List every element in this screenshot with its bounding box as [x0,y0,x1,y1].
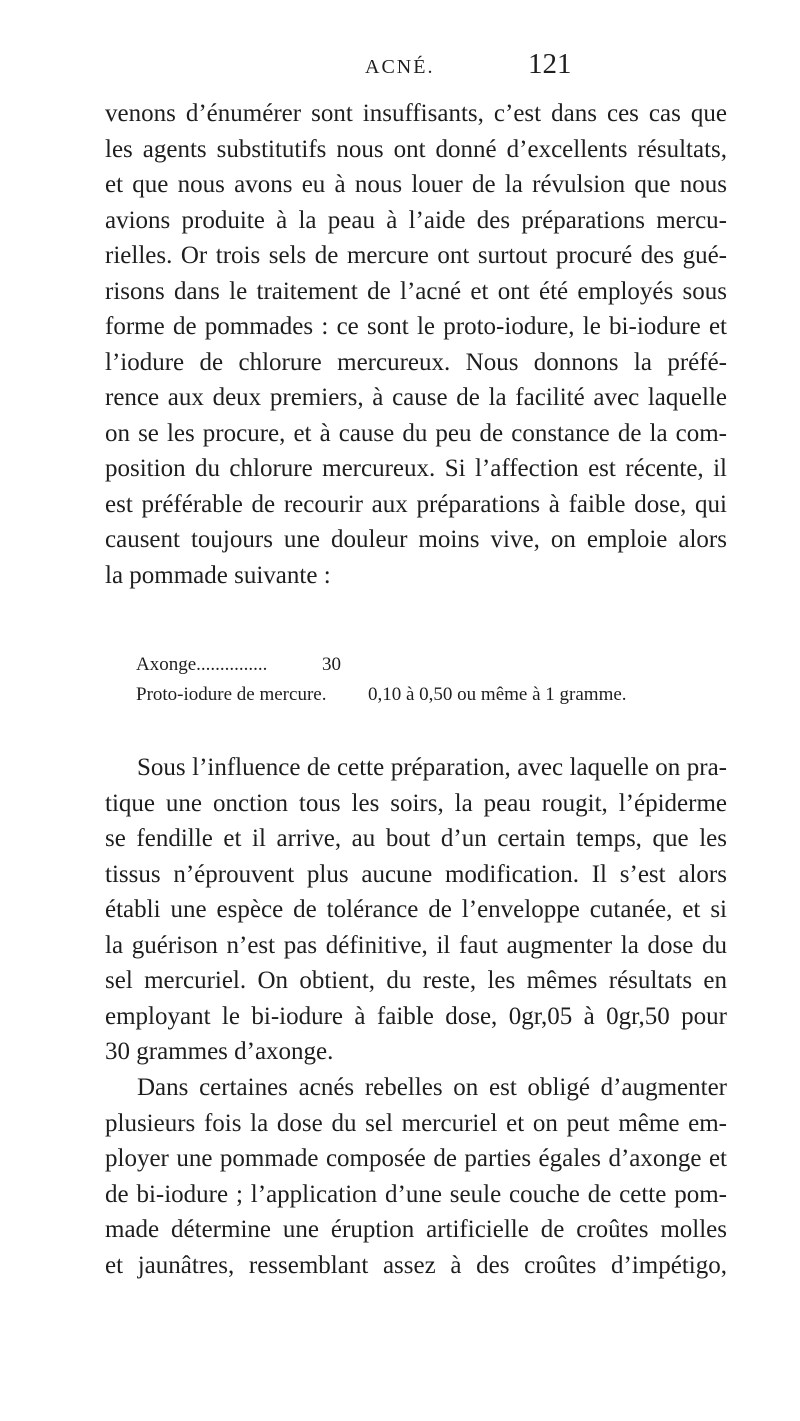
running-title: ACNÉ. [365,56,435,78]
text-line: Dans certaines acnés rebelles on est obligé d’augmenter [137,1074,727,1101]
text-line: risons dans le traitement de l’acné et ont été employés sous [105,277,727,305]
text-line: causent toujours une douleur moins vive, on emploie alors [105,526,727,553]
text-line: position du chlorure mercureux. Si l’affection est récente, il [105,455,727,482]
text-line: avions produite à la peau à l’aide des préparations mercu- [105,206,727,234]
paragraph-1 [105,96,727,593]
text-line: venons d’énumérer sont insuffisants, c’est dans ces cas que [105,100,727,127]
pommade-formula [136,650,736,710]
text-line: ployer une pommade composée de parties égales d’axonge et [105,1145,727,1172]
text-line: établi une espèce de tolérance de l’enveloppe cutanée, et si [105,896,727,923]
text-line: tissus n’éprouvent plus aucune modification. Il s’est alors [105,860,727,888]
running-header [0,50,800,90]
formula-row [136,680,736,710]
text-line: on se les procure, et à cause du peu de constance de la com- [105,419,727,447]
text-line: Sous l’influence de cette préparation, avec laquelle on pra- [137,754,727,781]
text-line: forme de pommades : ce sont le proto-iodure, le bi-iodure et [105,313,727,340]
text-line: plusieurs fois la dose du sel mercuriel et on peut même em- [105,1109,727,1137]
text-line: made détermine une éruption artificielle de croûtes molles [105,1216,727,1243]
text-line: la pommade suivante : [105,561,331,589]
text-line: et jaunâtres, ressemblant assez à des croûtes d’impétigo, [105,1251,727,1279]
text-line: de bi-iodure ; l’application d’une seule couche de cette pom- [105,1180,727,1208]
text-line: est préférable de recourir aux préparations à faible dose, qui [105,490,727,518]
paragraph-3 [105,1070,727,1283]
formula-ingredient: Proto-iodure de mercure. [136,684,327,705]
text-line: les agents substitutifs nous ont donné d’excellents résultats, [105,135,727,163]
text-line: et que nous avons eu à nous louer de la révulsion que nous [105,171,727,198]
page-number: 121 [528,48,572,80]
formula-quantity: 0,10 à 0,50 ou même à 1 gramme. [368,684,627,705]
text-line: 30 grammes d’axonge. [105,1038,334,1065]
paragraph-2 [105,750,727,1070]
text-line: se fendille et il arrive, au bout d’un certain temps, que les [105,825,727,852]
formula-quantity: 30 [322,654,341,675]
formula-row [136,650,736,680]
text-line: l’iodure de chlorure mercureux. Nous donnons la préfé- [105,348,727,376]
text-line: rielles. Or trois sels de mercure ont surtout procuré des gué- [105,242,727,269]
text-line: employant le bi-iodure à faible dose, 0gr,05 à 0gr,50 pour [105,1002,727,1030]
formula-ingredient: Axonge............... [136,654,268,675]
text-line: rence aux deux premiers, à cause de la facilité avec laquelle [105,384,727,411]
text-line: tique une onction tous les soirs, la peau rougit, l’épiderme [105,789,727,817]
text-line: la guérison n’est pas définitive, il faut augmenter la dose du [105,931,727,959]
text-line: sel mercuriel. On obtient, du reste, les mêmes résultats en [105,967,727,994]
